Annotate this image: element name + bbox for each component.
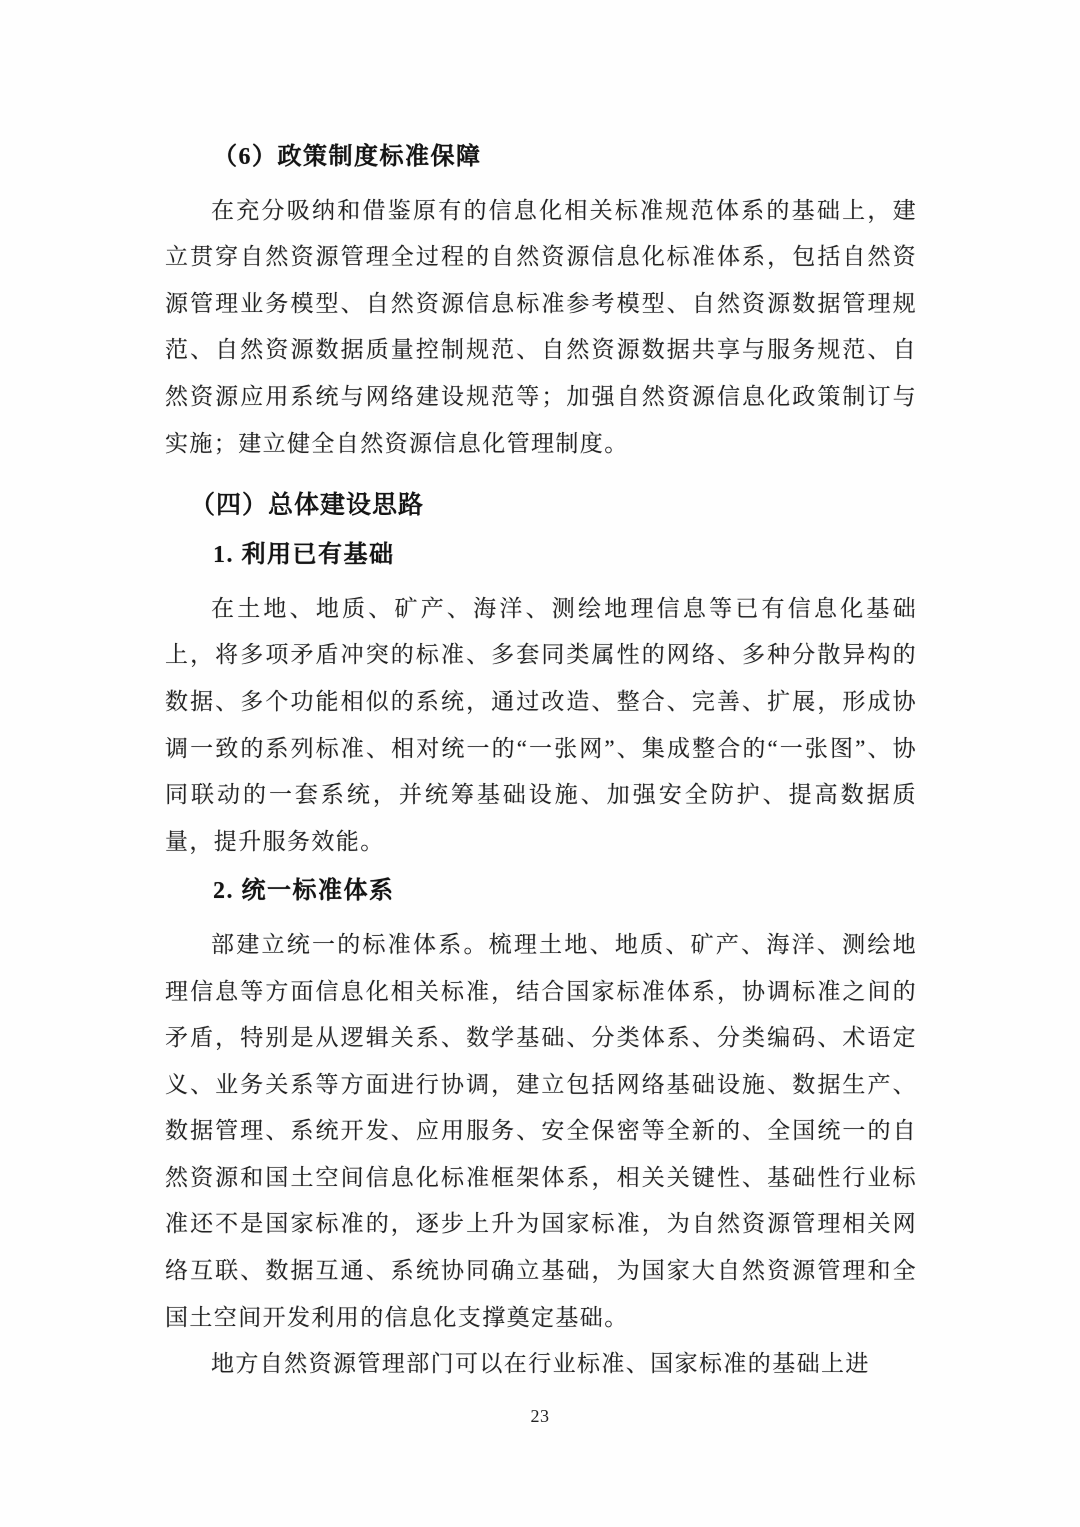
paragraph-local-departments: 地方自然资源管理部门可以在行业标准、国家标准的基础上进 (211, 1351, 870, 1377)
subheading-policy-standards: （6）政策制度标准保障 (213, 144, 482, 170)
subheading-use-existing-foundation: 1. 利用已有基础 (213, 542, 395, 569)
section-heading-overall-construction: （四）总体建设思路 (190, 491, 425, 520)
paragraph-use-existing-foundation: 在土地、地质、矿产、海洋、测绘地理信息等已有信息化基础上，将多项矛盾冲突的标准、多套同类属性的网络、多种分散异构的数据、多个功能相似的系统，通过改造、整合、完善、扩展，形成协调一致的系列标准、相对统一的“一张网”、集成整合的“一张图”、协同联动的一套系统，并统筹基础设施、加强安全防护、提高数据质量，提升服务效能。 (165, 595, 917, 854)
paragraph-unified-standard-system: 部建立统一的标准体系。梳理土地、地质、矿产、海洋、测绘地理信息等方面信息化相关标准，结合国家标准体系，协调标准之间的矛盾，特别是从逻辑关系、数学基础、分类体系、分类编码、术语定义、业务关系等方面进行协调，建立包括网络基础设施、数据生产、数据管理、系统开发、应用服务、安全保密等全新的、全国统一的自然资源和国土空间信息化标准框架体系，相关关键性、基础性行业标准还不是国家标准的，逐步上升为国家标准，为自然资源管理相关网络互联、数据互通、系统协同确立基础，为国家大自然资源管理和全国土空间开发利用的信息化支撑奠定基础。 (165, 931, 917, 1330)
page-number: 23 (530, 1406, 550, 1426)
paragraph-policy-standards: 在充分吸纳和借鉴原有的信息化相关标准规范体系的基础上，建立贯穿自然资源管理全过程的自然资源信息化标准体系，包括自然资源管理业务模型、自然资源信息标准参考模型、自然资源数据管理规范、自然资源数据质量控制规范、自然资源数据共享与服务规范、自然资源应用系统与网络建设规范等；加强自然资源信息化政策制订与实施；建立健全自然资源信息化管理制度。 (165, 197, 917, 456)
document-content (165, 134, 917, 1388)
subheading-unified-standard-system: 2. 统一标准体系 (213, 878, 395, 905)
